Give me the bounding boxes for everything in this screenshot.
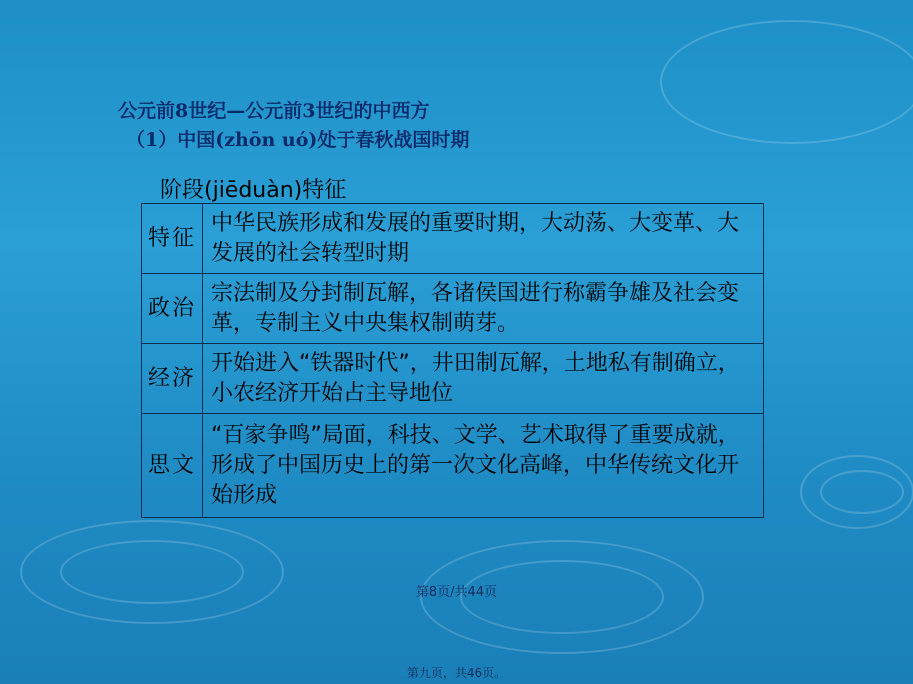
ripple-decoration xyxy=(20,520,284,624)
row-category: 政治 xyxy=(142,274,203,344)
table-row xyxy=(142,414,764,518)
row-description: “百家争鸣”局面，科技、文学、艺术取得了重要成就，形成了中国历史上的第一次文化高峰，中华传统文化开始形成 xyxy=(203,414,764,518)
ripple-decoration xyxy=(660,20,913,144)
ripple-decoration xyxy=(800,455,913,529)
row-description: 宗法制及分封制瓦解，各诸侯国进行称霸争雄及社会变革，专制主义中央集权制萌芽。 xyxy=(203,274,764,344)
stage-features-table xyxy=(141,203,764,518)
row-category: 经济 xyxy=(142,344,203,414)
row-description: 开始进入“铁器时代”，井田制瓦解，土地私有制确立，小农经济开始占主导地位 xyxy=(203,344,764,414)
table-row xyxy=(142,274,764,344)
row-category: 特征 xyxy=(142,204,203,274)
table-caption: 阶段(jiēduàn)特征 xyxy=(160,178,347,203)
heading-china: （1）中国(zhōn uó)处于春秋战国时期 xyxy=(126,129,470,151)
page-number: 第8页/共44页 xyxy=(415,585,498,600)
heading-period: 公元前8世纪—公元前3世纪的中西方 xyxy=(118,100,430,122)
row-category: 思文 xyxy=(142,414,203,518)
footer-page-count: 第九页，共46页。 xyxy=(406,666,507,680)
table-row xyxy=(142,204,764,274)
row-description: 中华民族形成和发展的重要时期，大动荡、大变革、大发展的社会转型时期 xyxy=(203,204,764,274)
table-row xyxy=(142,344,764,414)
